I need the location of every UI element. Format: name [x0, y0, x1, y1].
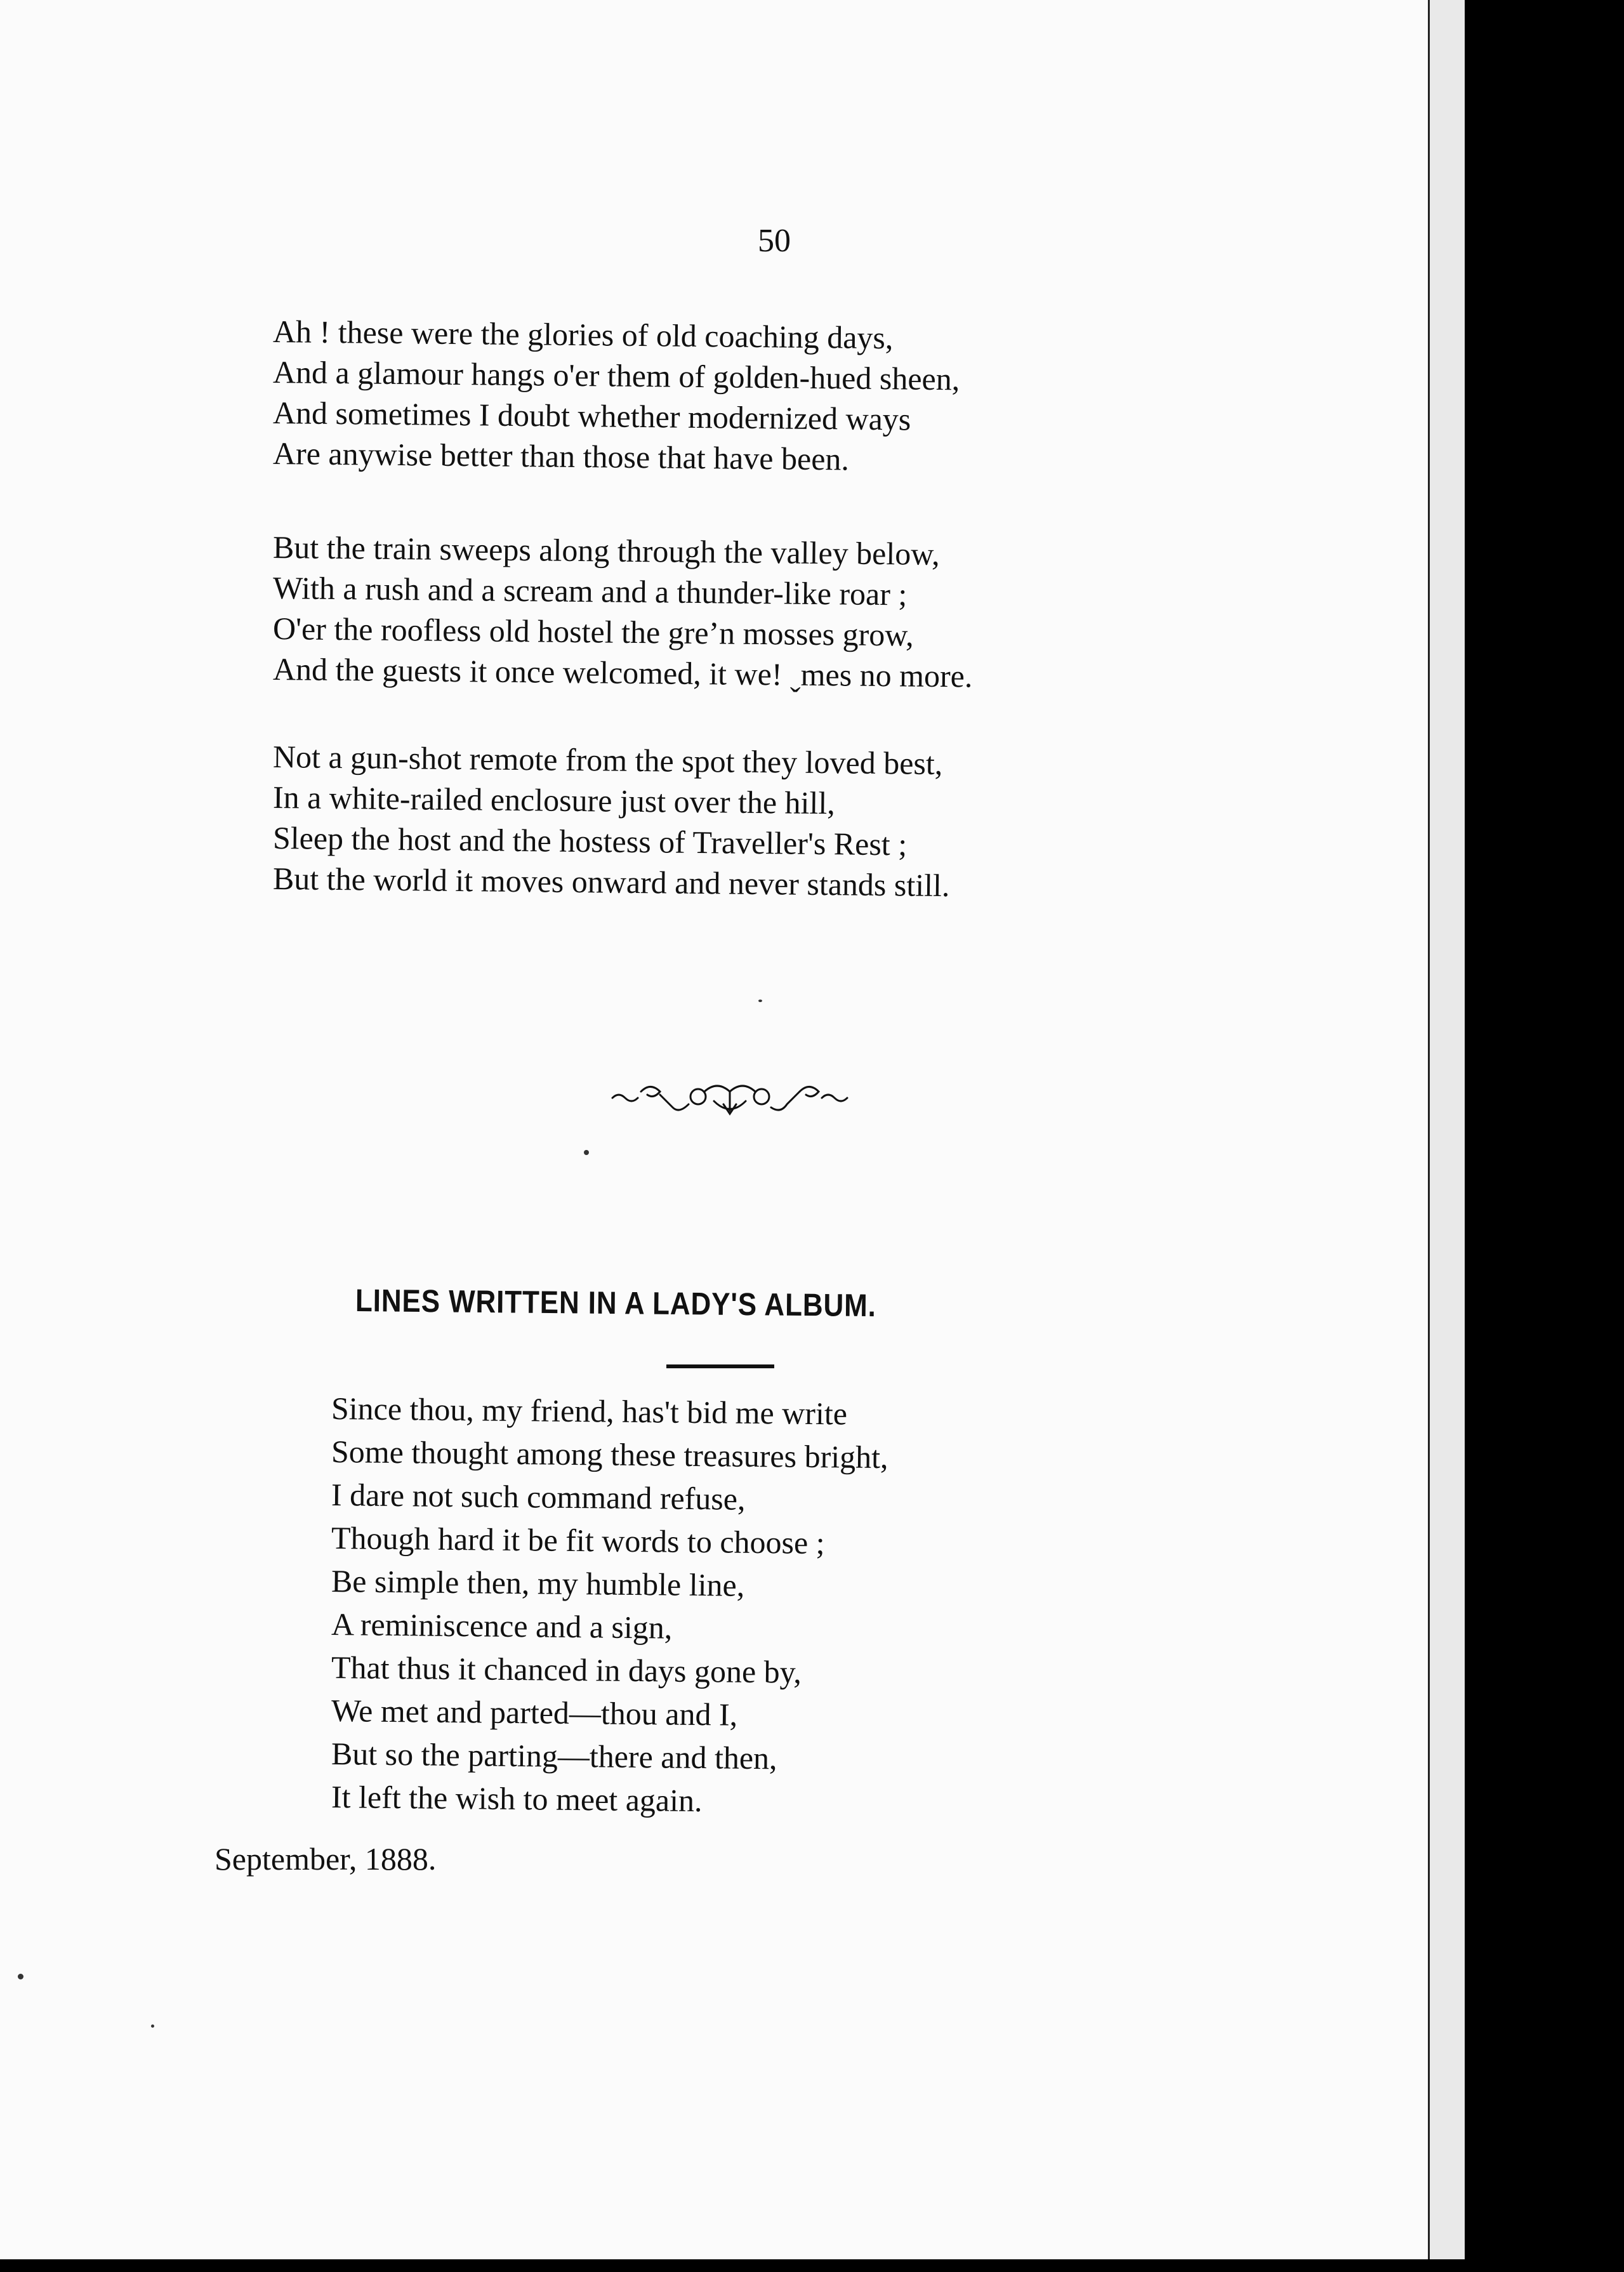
scan-speck [18, 1974, 23, 1979]
scan-speck [758, 1000, 762, 1002]
poem-line: O'er the roofless old hostel the gre’n mosses grow, [272, 611, 914, 653]
poem-line: That thus it chanced in days gone by, [331, 1649, 802, 1690]
poem-line: But so the parting—there and then, [331, 1736, 777, 1776]
page-number: 50 [758, 223, 791, 259]
poem-line: And a glamour hangs o'er them of golden-hued sheen, [272, 354, 960, 397]
poem-line: Since thou, my friend, has't bid me write [331, 1390, 848, 1432]
scan-speck [584, 1150, 589, 1155]
poem-line: Ah ! these were the glories of old coaching days, [272, 314, 894, 356]
poem-line: And the guests it once welcomed, it we! ˬmes no more. [272, 651, 973, 694]
scan-border [1465, 0, 1624, 2272]
poem-line: I dare not such command refuse, [331, 1477, 746, 1517]
poem-line: And sometimes I doubt whether modernized ways [272, 395, 911, 437]
scan-speck [151, 2024, 154, 2028]
poem-line: With a rush and a scream and a thunder-like roar ; [272, 570, 908, 612]
poem-line: Sleep the host and the hostess of Traveller's Rest ; [272, 820, 908, 862]
title-rule [666, 1364, 774, 1368]
poem-stanza [272, 311, 1161, 477]
ornament-divider-icon [609, 1073, 850, 1123]
poem-line: It left the wish to meet again. [331, 1779, 703, 1819]
poem-title: LINES WRITTEN IN A LADY'S ALBUM. [355, 1283, 876, 1324]
poem-date: September, 1888. [215, 1841, 437, 1877]
poem-line: Are anywise better than those that have been. [272, 435, 850, 477]
album-poem [331, 1387, 1156, 1818]
poem-line: In a white-railed enclosure just over the hill, [272, 779, 836, 821]
poem-stanza [272, 527, 1161, 694]
poem-line: Some thought among these treasures bright, [331, 1434, 888, 1476]
poem-line: Be simple then, my humble line, [331, 1563, 745, 1603]
poem-line: But the train sweeps along through the valley below, [272, 529, 940, 572]
poem-line: Not a gun-shot remote from the spot they loved best, [272, 739, 943, 782]
poem-line: A reminiscence and a sign, [331, 1606, 673, 1646]
page-edge [1428, 0, 1465, 2259]
poem-line: But the world it moves onward and never stands still. [272, 861, 950, 904]
poem-line: We met and parted—thou and I, [331, 1693, 738, 1733]
poem-line: Though hard it be fit words to choose ; [331, 1520, 825, 1561]
poem-stanza [272, 736, 1161, 904]
